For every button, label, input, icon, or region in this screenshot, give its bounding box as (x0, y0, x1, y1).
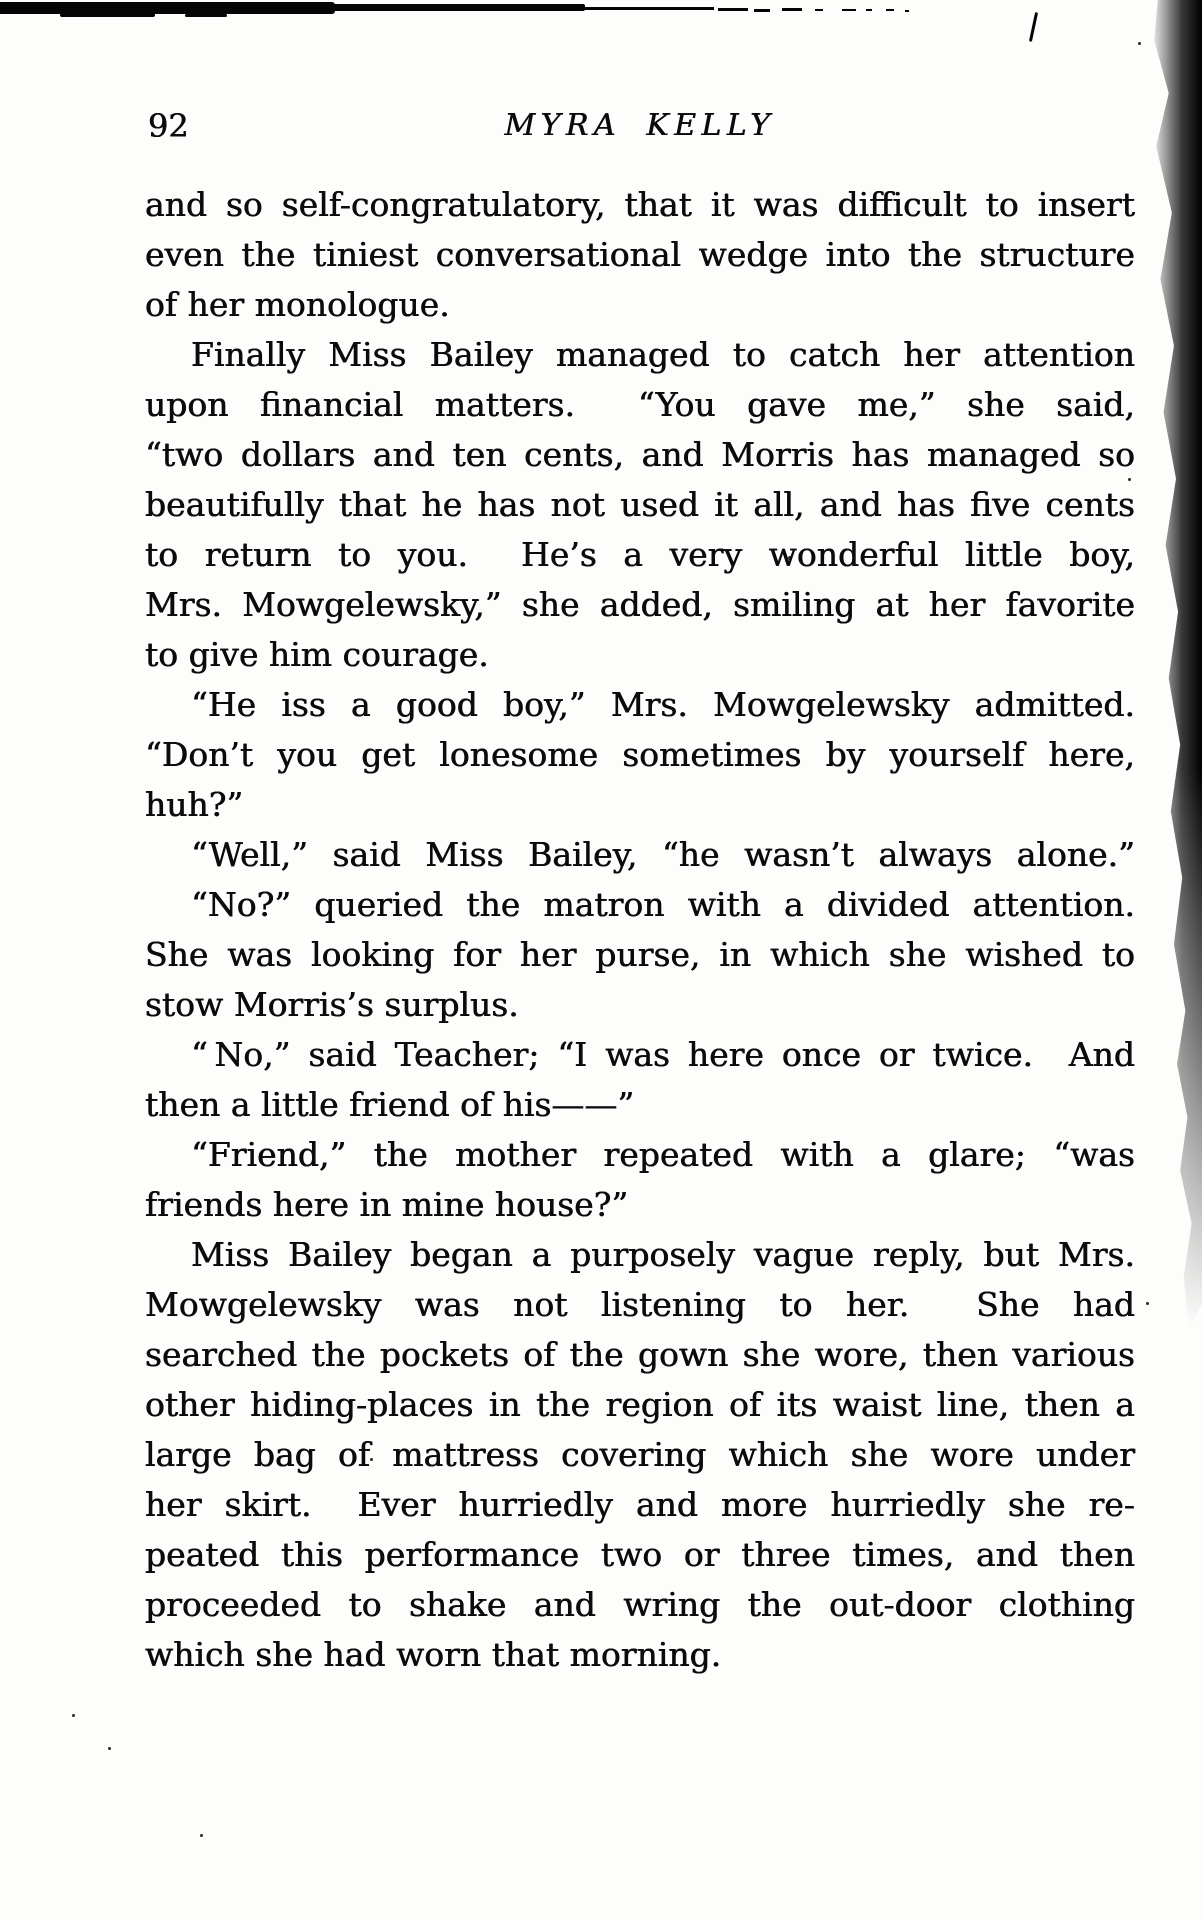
text-line: Mowgelewsky was not listening to her. She had (145, 1285, 1135, 1324)
scan-artifact-dash (815, 9, 823, 11)
page-number: 92 (148, 107, 189, 145)
ink-speck (1138, 42, 1141, 45)
text-line: stow Morris’s surplus. (145, 985, 519, 1024)
text-line: large bag of mattress covering which she wore under (145, 1435, 1135, 1474)
text-line: “ No,” said Teacher; “I was here once or twice. And (191, 1035, 1135, 1074)
scan-artifact-dash (842, 9, 856, 11)
text-line: “two dollars and ten cents, and Morris has managed so (145, 435, 1135, 474)
text-line: She was looking for her purse, in which she wished to (145, 935, 1135, 974)
text-line: friends here in mine house?” (145, 1185, 629, 1224)
scan-artifact-dash (782, 8, 802, 11)
text-line: huh?” (145, 785, 244, 824)
text-line: proceeded to shake and wring the out-door clothing (145, 1585, 1135, 1624)
ink-speck (108, 1747, 111, 1750)
text-line: other hiding-places in the region of its waist line, then a (145, 1385, 1135, 1424)
ink-speck (200, 1834, 203, 1837)
body-text-block (145, 180, 1135, 1680)
scan-artifact-bar (330, 4, 585, 11)
text-line: Mrs. Mowgelewsky,” she added, smiling at her favorite (145, 585, 1135, 624)
text-line: searched the pockets of the gown she wore, then various (145, 1335, 1135, 1374)
text-line: “Friend,” the mother repeated with a glare; “was (191, 1135, 1135, 1174)
running-head-title: MYRA KELLY (504, 108, 776, 143)
scan-artifact-slash (1029, 12, 1038, 42)
text-line: even the tiniest conversational wedge into the structure (145, 235, 1135, 274)
scan-artifact-dash (905, 10, 909, 12)
text-line: then a little friend of his——” (145, 1085, 635, 1124)
text-line: “No?” queried the matron with a divided attention. (191, 885, 1135, 924)
text-line: “Well,” said Miss Bailey, “he wasn’t always alone.” (191, 835, 1135, 874)
text-line: and so self-congratulatory, that it was difficult to insert (145, 185, 1135, 224)
text-line: Miss Bailey began a purposely vague reply, but Mrs. (191, 1235, 1135, 1274)
scan-artifact-bar (60, 13, 155, 17)
text-line: which she had worn that morning. (145, 1635, 722, 1674)
text-line: beautifully that he has not used it all, and has five cents (145, 485, 1135, 524)
page-edge-shadow (1150, 0, 1202, 1330)
scan-artifact-line (582, 7, 714, 10)
text-line: upon financial matters. “You gave me,” she said, (145, 385, 1135, 424)
scan-artifact-dash (718, 8, 748, 11)
scan-artifact-bar (185, 14, 227, 17)
text-line: Finally Miss Bailey managed to catch her attention (191, 335, 1135, 374)
ink-speck (72, 1714, 75, 1717)
text-line: to give him courage. (145, 635, 489, 674)
ink-speck (1146, 1302, 1149, 1305)
text-line: “He iss a good boy,” Mrs. Mowgelewsky admitted. (191, 685, 1135, 724)
scan-artifact-dash (754, 9, 770, 12)
text-line: to return to you. He’s a very wonderful little boy, (145, 535, 1135, 574)
text-line: “Don’t you get lonesome sometimes by yourself here, (145, 735, 1135, 774)
text-line: her skirt. Ever hurriedly and more hurriedly she re- (145, 1485, 1135, 1524)
running-header (145, 104, 1135, 148)
scan-artifact-bar (0, 2, 335, 14)
text-line: peated this performance two or three times, and then (145, 1535, 1135, 1574)
text-line: of her monologue. (145, 285, 450, 324)
scan-artifact-dash (866, 9, 872, 11)
scan-artifact-dash (886, 9, 894, 11)
